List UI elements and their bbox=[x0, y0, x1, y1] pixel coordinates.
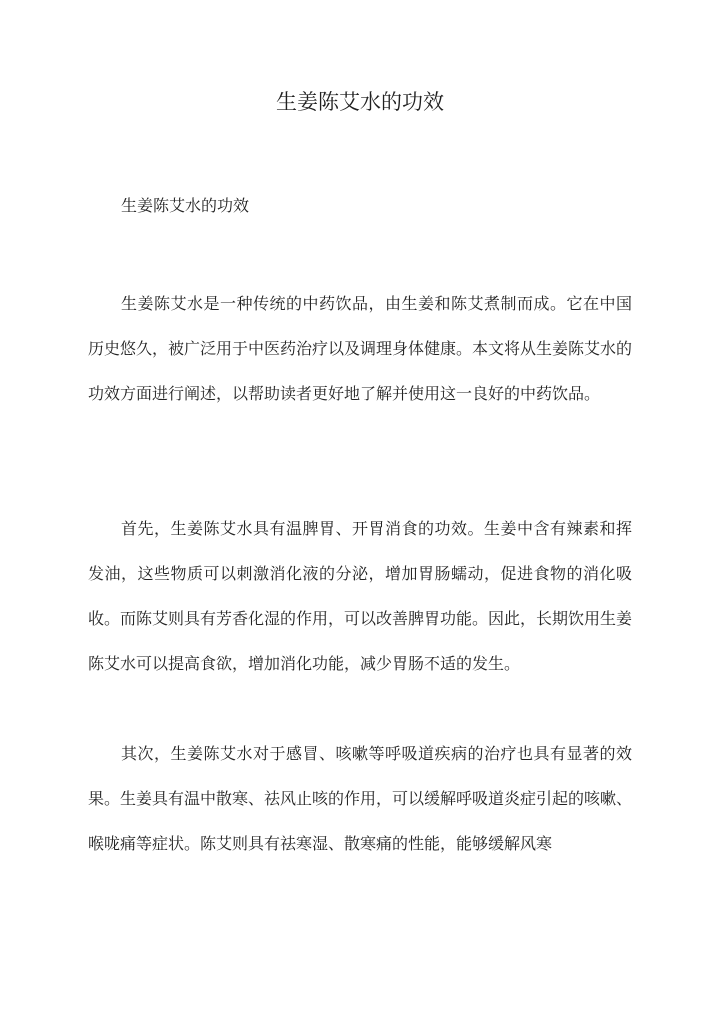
document-title: 生姜陈艾水的功效 bbox=[276, 90, 444, 114]
paragraph-digestion: 首先，生姜陈艾水具有温脾胃、开胃消食的功效。生姜中含有辣素和挥发油，这些物质可以刺激消化液的分泌，增加胃肠蠕动，促进食物的消化吸收。而陈艾则具有芳香化湿的作用，可以改善脾胃功能。因此，长期饮用生姜陈艾水可以提高食欲，增加消化功能，减少胃肠不适的发生。 bbox=[88, 519, 633, 673]
paragraph-intro: 生姜陈艾水是一种传统的中药饮品，由生姜和陈艾煮制而成。它在中国历史悠久，被广泛用于中医药治疗以及调理身体健康。本文将从生姜陈艾水的功效方面进行阐述，以帮助读者更好地了解并使用这一良好的中药饮品。 bbox=[88, 294, 633, 403]
section-heading: 生姜陈艾水的功效 bbox=[121, 196, 250, 215]
paragraph-respiratory: 其次，生姜陈艾水对于感冒、咳嗽等呼吸道疾病的治疗也具有显著的效果。生姜具有温中散寒、祛风止咳的作用，可以缓解呼吸道炎症引起的咳嗽、喉咙痛等症状。陈艾则具有祛寒湿、散寒痛的性能，能够缓解风寒 bbox=[88, 744, 633, 853]
